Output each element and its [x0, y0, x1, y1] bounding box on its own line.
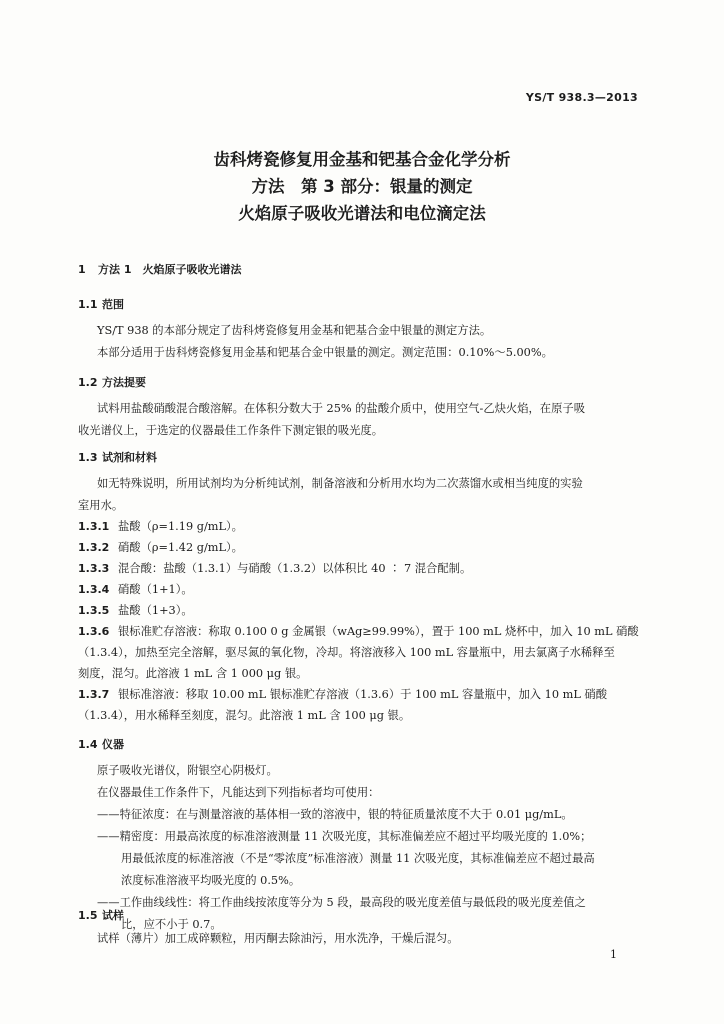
item-number: 1.3.3 — [78, 562, 110, 575]
item-text: 盐酸（ρ=1.19 g/mL）。 — [118, 520, 243, 533]
section-title: 范围 — [102, 298, 124, 311]
dash-item: ——特征浓度：在与测量溶液的基体相一致的溶液中，银的特征质量浓度不大于 0.01 μg/mL。 — [97, 808, 573, 821]
section-number: 1.2 — [78, 376, 98, 389]
section-title: 仪器 — [102, 738, 124, 751]
item-number: 1.3.1 — [78, 520, 110, 533]
section-heading-1-1 — [78, 296, 124, 312]
section-number: 1 — [78, 263, 86, 276]
dash-item: ——工作曲线线性：将工作曲线按浓度等分为 5 段，最高段的吸光度差值与最低段的吸光度差值之 — [97, 896, 586, 909]
dash-item-continuation: 比，应不小于 0.7。 — [121, 918, 222, 931]
section-number: 1.4 — [78, 738, 98, 751]
dash-item: ——精密度：用最高浓度的标准溶液测量 11 次吸光度，其标准偏差应不超过平均吸光度的 1.0%； — [97, 830, 592, 843]
item-text: 硝酸（1+1）。 — [118, 583, 193, 596]
section-title: 试样 — [102, 909, 124, 922]
section-number: 1.5 — [78, 909, 98, 922]
list-item — [78, 537, 645, 558]
document-title-line-2: 方法 第 3 部分：银量的测定 — [251, 177, 473, 196]
list-item — [78, 579, 645, 600]
item-text: 混合酸：盐酸（1.3.1）与硝酸（1.3.2）以体积比 40 ∶ 7 混合配制。 — [118, 562, 472, 575]
list-item-continuation: 刻度，混匀。此溶液 1 mL 含 1 000 μg 银。 — [78, 667, 308, 680]
item-text: 盐酸（1+3）。 — [118, 604, 193, 617]
section-number: 1.3 — [78, 451, 98, 464]
section-title: 方法 1 火焰原子吸收光谱法 — [98, 263, 242, 276]
list-item — [78, 600, 645, 621]
dash-item-continuation: 用最低浓度的标准溶液（不是“零浓度”标准溶液）测量 11 次吸光度，其标准偏差应不超过最高 — [121, 852, 595, 865]
paragraph: 试料用盐酸硝酸混合酸溶解。在体积分数大于 25% 的盐酸介质中，使用空气-乙炔火焰，在原子吸 — [97, 402, 585, 415]
item-text: 硝酸（ρ=1.42 g/mL）。 — [118, 541, 243, 554]
paragraph: YS/T 938 的本部分规定了齿科烤瓷修复用金基和钯基合金中银量的测定方法。 — [97, 324, 492, 337]
section-heading-1 — [78, 261, 241, 277]
item-text: 银标准贮存溶液：称取 0.100 0 g 金属银（wAg≥99.99%），置于 100 mL 烧杯中，加入 10 mL 硝酸 — [118, 625, 639, 638]
paragraph: 本部分适用于齿科烤瓷修复用金基和钯基合金中银量的测定。测定范围：0.10%～5.00%。 — [97, 346, 553, 359]
list-item — [78, 558, 645, 579]
list-item — [78, 621, 645, 642]
list-item — [78, 684, 645, 705]
section-heading-1-3 — [78, 449, 157, 465]
paragraph: 原子吸收光谱仪，附银空心阴极灯。 — [97, 764, 278, 777]
paragraph-continuation: 收光谱仪上，于选定的仪器最佳工作条件下测定银的吸光度。 — [78, 424, 384, 437]
dash-item-continuation: 浓度标准溶液平均吸光度的 0.5%。 — [121, 874, 301, 887]
section-title: 方法提要 — [102, 376, 146, 389]
list-item-continuation: （1.3.4），加热至完全溶解，驱尽氮的氧化物，冷却。将溶液移入 100 mL 容量瓶中，用去氯离子水稀释至 — [78, 646, 615, 659]
paragraph: 试样（薄片）加工成碎颗粒，用丙酮去除油污，用水洗净，干燥后混匀。 — [97, 932, 459, 945]
section-heading-1-4 — [78, 736, 124, 752]
item-number: 1.3.4 — [78, 583, 110, 596]
document-title-line-1: 齿科烤瓷修复用金基和钯基合金化学分析 — [213, 150, 511, 169]
item-number: 1.3.6 — [78, 625, 110, 638]
section-number: 1.1 — [78, 298, 98, 311]
list-item — [78, 516, 645, 537]
paragraph: 如无特殊说明，所用试剂均为分析纯试剂，制备溶液和分析用水均为二次蒸馏水或相当纯度的实验 — [97, 477, 583, 490]
section-heading-1-2 — [78, 374, 146, 390]
paragraph-continuation: 室用水。 — [78, 499, 124, 512]
page-number: 1 — [610, 948, 617, 961]
document-title-line-3: 火焰原子吸收光谱法和电位滴定法 — [238, 204, 486, 223]
standard-code: YS/T 938.3—2013 — [525, 91, 638, 104]
item-text: 银标准溶液：移取 10.00 mL 银标准贮存溶液（1.3.6）于 100 mL 容量瓶中，加入 10 mL 硝酸 — [118, 688, 608, 701]
list-item-continuation: （1.3.4），用水稀释至刻度，混匀。此溶液 1 mL 含 100 μg 银。 — [78, 709, 411, 722]
paragraph: 在仪器最佳工作条件下，凡能达到下列指标者均可使用： — [97, 786, 380, 799]
item-number: 1.3.7 — [78, 688, 110, 701]
item-number: 1.3.2 — [78, 541, 110, 554]
item-number: 1.3.5 — [78, 604, 110, 617]
section-heading-1-5 — [78, 907, 124, 923]
section-title: 试剂和材料 — [102, 451, 157, 464]
